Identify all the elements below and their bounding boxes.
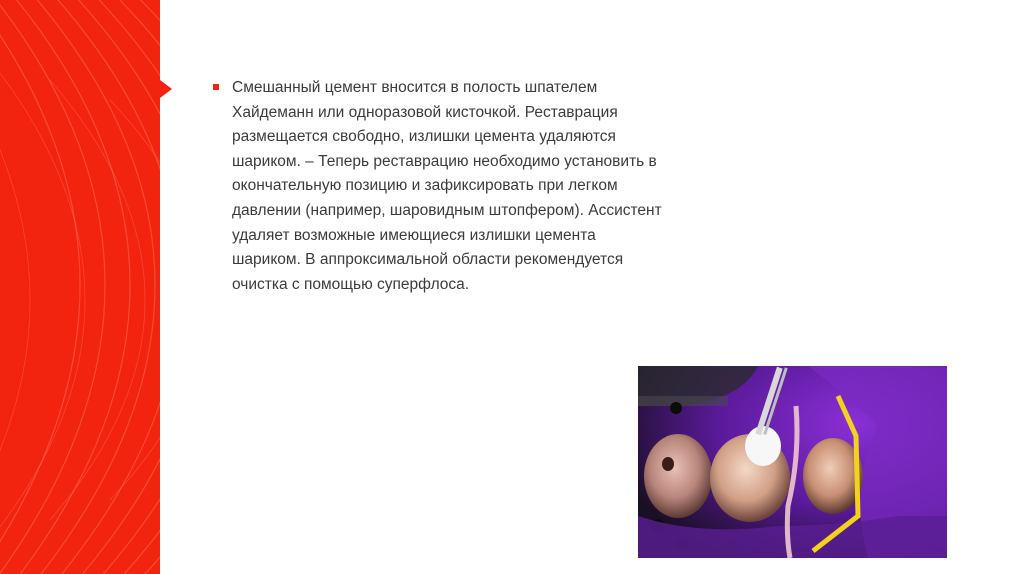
paragraph-line: давлении (например, шаровидным штопфером). Ассистент [232, 201, 662, 219]
decorative-arcs [0, 0, 160, 574]
text-content [213, 76, 733, 297]
paragraph-line: шариком. – Теперь реставрацию необходимо установить в [232, 152, 657, 170]
square-bullet-icon [213, 84, 219, 90]
bullet-paragraph [213, 76, 733, 297]
paragraph-line: Хайдеманн или одноразовой кисточкой. Реставрация [232, 103, 618, 121]
paragraph-line: Смешанный цемент вносится в полость шпателем [232, 79, 598, 96]
dental-photo [638, 366, 947, 558]
paragraph-line: удаляет возможные имеющиеся излишки цемента [232, 226, 596, 244]
paragraph-line: размещается свободно, излишки цемента удаляются [232, 128, 616, 146]
decorative-red-panel [0, 0, 160, 574]
paragraph-line: шариком. В аппроксимальной области рекомендуется [232, 251, 624, 269]
paragraph-line: окончательную позицию и зафиксировать при легком [232, 177, 618, 195]
paragraph-line: очистка с помощью суперфлоса. [232, 275, 470, 293]
dental-photo-illustration [638, 366, 947, 558]
red-pointer-triangle [160, 80, 172, 98]
